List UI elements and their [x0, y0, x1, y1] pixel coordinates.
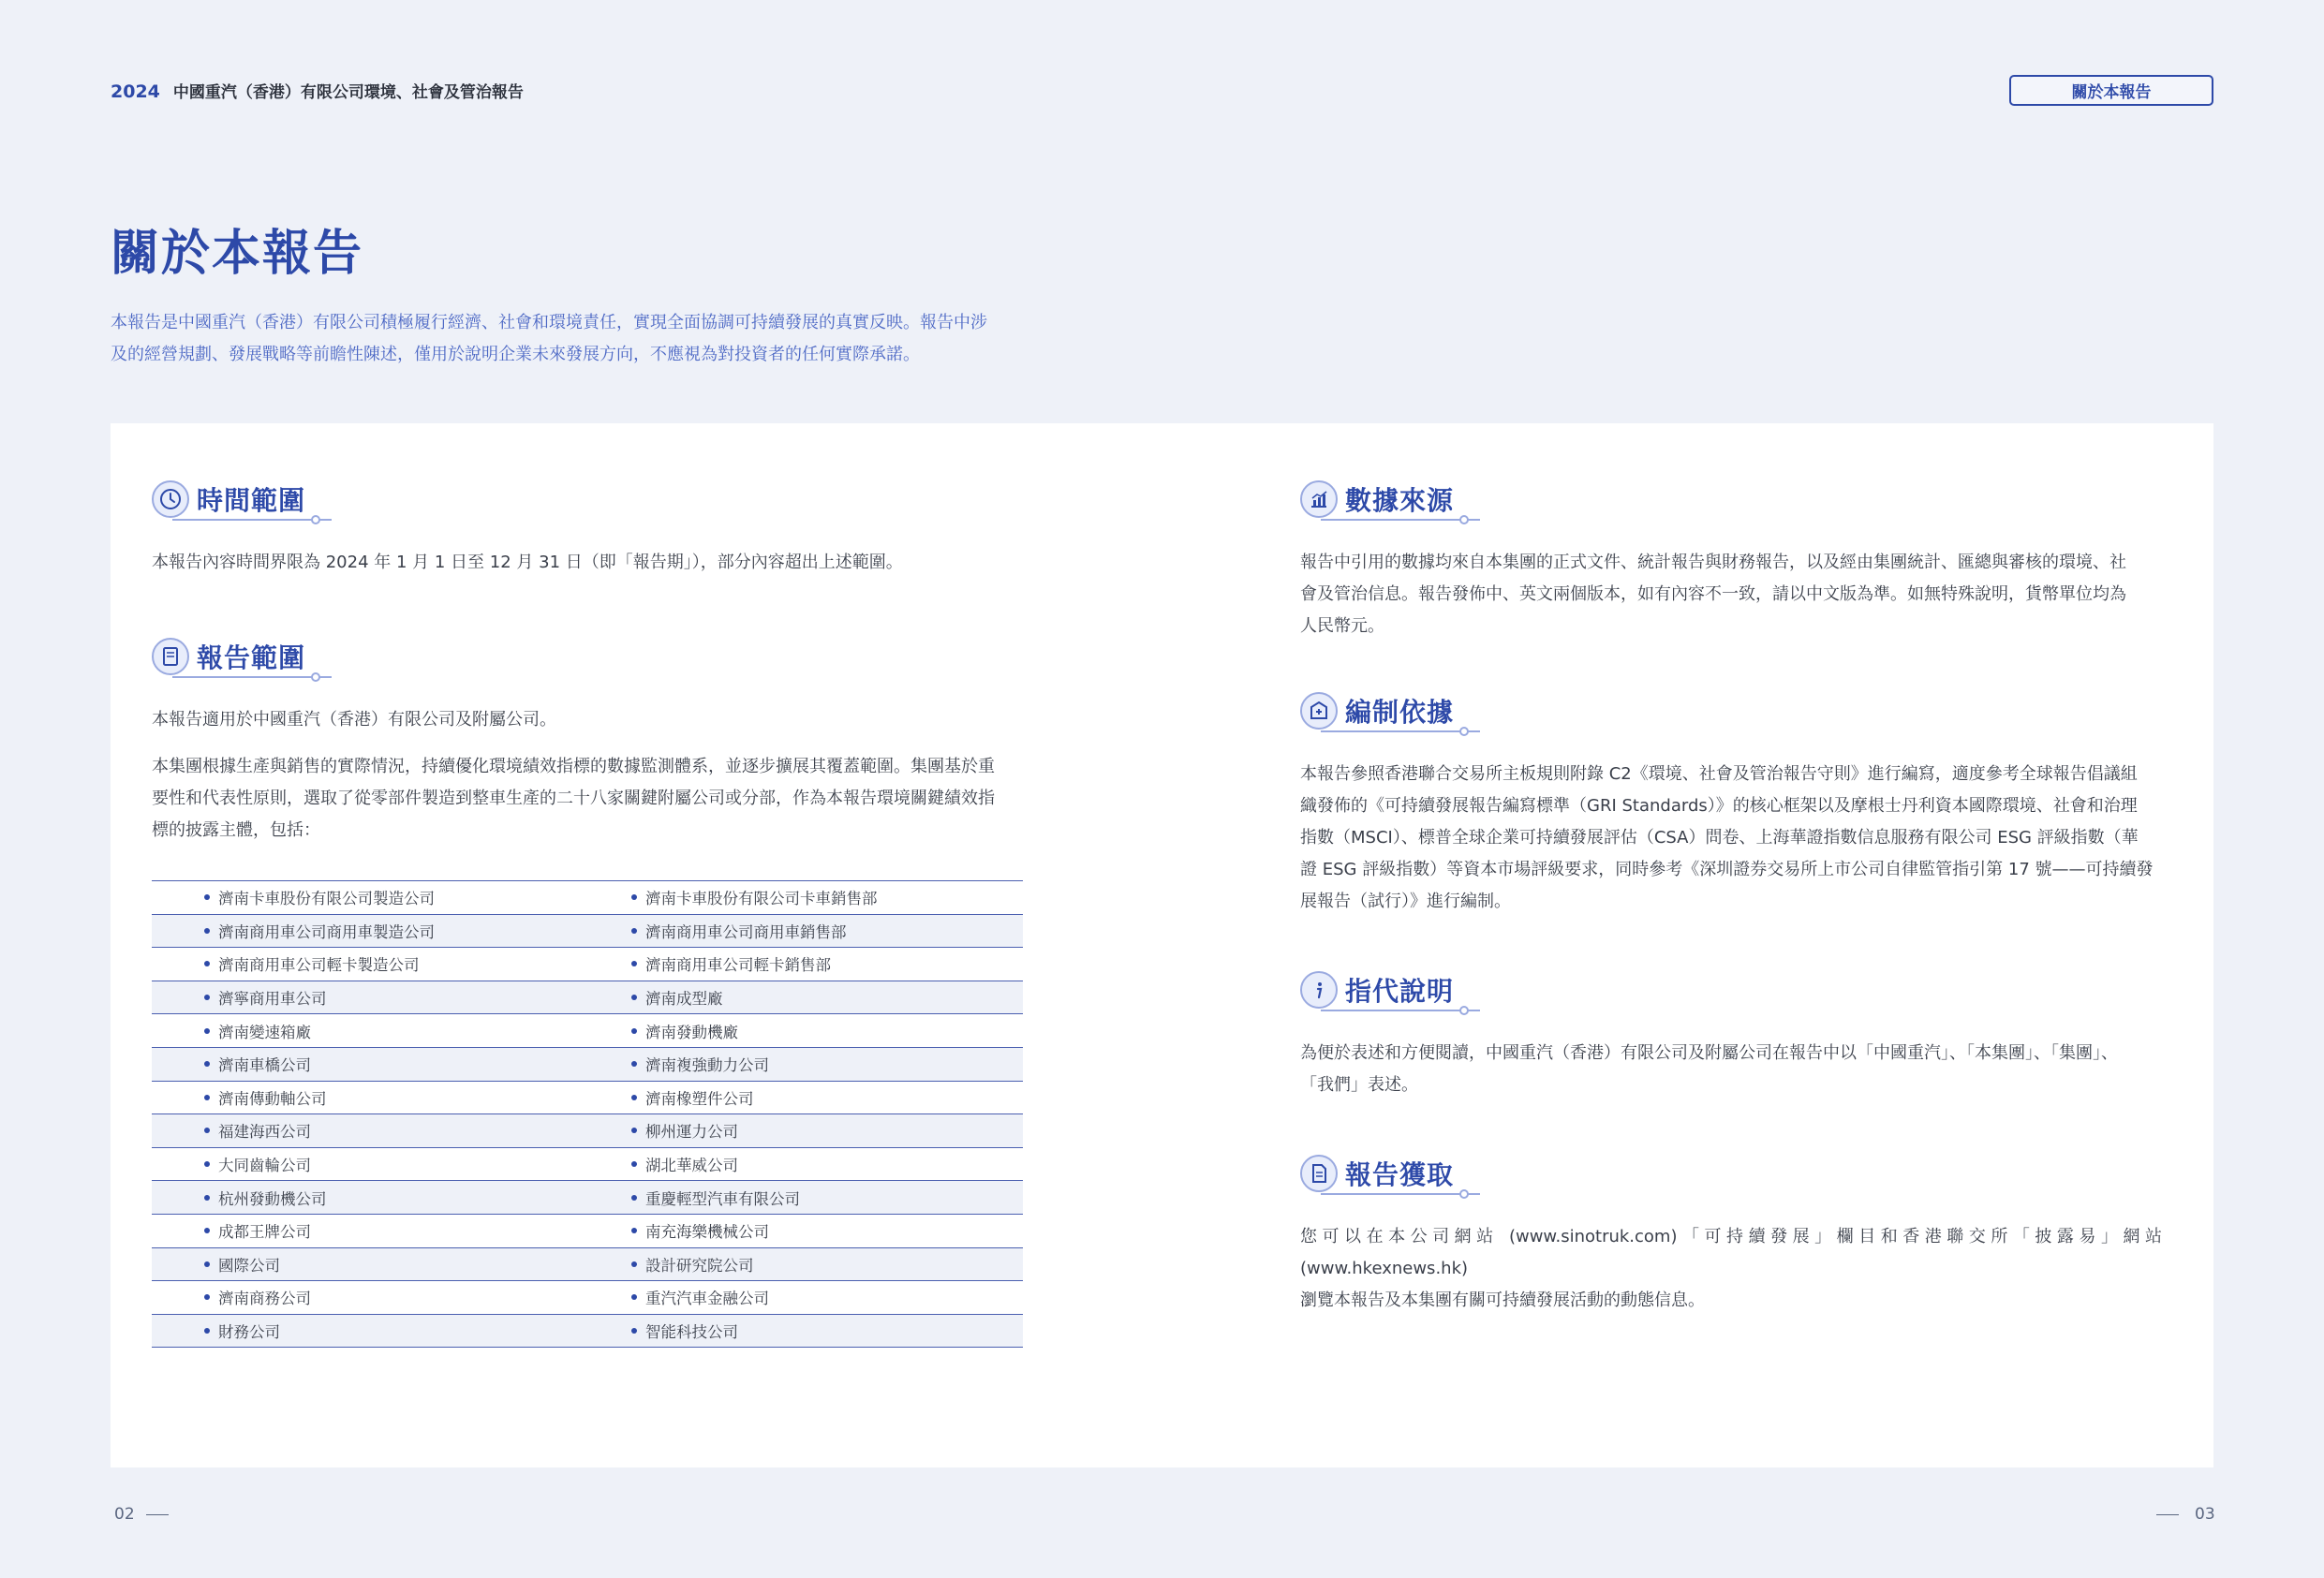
- company-name: 杭州發動機公司: [218, 1189, 327, 1208]
- table-cell: [152, 1153, 596, 1175]
- table-row: [152, 1315, 1023, 1349]
- heading-underline: [1321, 1193, 1480, 1195]
- table-cell: [596, 920, 1023, 942]
- table-cell: [596, 952, 1023, 975]
- table-row: [152, 1114, 1023, 1148]
- bullet-icon: [204, 1261, 210, 1267]
- bullet-icon: [631, 1061, 637, 1067]
- intro-line: 及的經營規劃、發展戰略等前瞻性陳述，僅用於說明企業未來發展方向，不應視為對投資者的任何實際承諾。: [111, 345, 920, 364]
- table-cell: [596, 1219, 1023, 1242]
- reference-text: [1300, 1038, 2162, 1101]
- heading-underline: [172, 676, 332, 678]
- section-title: 編制依據: [1345, 697, 1455, 728]
- report-header: [111, 79, 524, 102]
- section-title: 指代說明: [1345, 976, 1455, 1007]
- heading-dot: [1459, 1189, 1469, 1199]
- table-cell: [596, 1119, 1023, 1142]
- company-name: 柳州運力公司: [645, 1123, 738, 1142]
- report-title: 中國重汽（香港）有限公司環境、社會及管治報告: [172, 83, 524, 102]
- clock-icon: [152, 480, 189, 518]
- table-cell: [152, 1286, 596, 1308]
- heading-underline: [1321, 730, 1480, 732]
- text-line: 為便於表述和方便閱讀，中國重汽（香港）有限公司及附屬公司在報告中以「中國重汽」、「本集團」、「集團」、: [1300, 1043, 2118, 1063]
- table-cell: [152, 986, 596, 1009]
- text-line: 指數（MSCI）、標普全球企業可持續發展評估（CSA）問卷、上海華證指數信息服務有限公司 ESG 評級指數（華: [1300, 828, 2139, 848]
- bullet-icon: [631, 1095, 637, 1100]
- intro-paragraph: [111, 307, 1047, 371]
- bullet-icon: [631, 1228, 637, 1233]
- company-name: 湖北華威公司: [645, 1157, 738, 1175]
- table-cell: [596, 1286, 1023, 1308]
- bullet-icon: [631, 1128, 637, 1133]
- bullet-icon: [204, 995, 210, 1000]
- text-line: 證 ESG 評級指數）等資本市場評級要求，同時參考《深圳證券交易所上市公司自律監管指引第 17 號——可持續發: [1300, 860, 2154, 879]
- bullet-icon: [204, 894, 210, 900]
- bullet-icon: [204, 1128, 210, 1133]
- table-row: [152, 1148, 1023, 1182]
- company-name: 智能科技公司: [645, 1323, 738, 1342]
- table-cell: [596, 1053, 1023, 1075]
- text-line: 報告中引用的數據均來自本集團的正式文件、統計報告與財務報告，以及經由集團統計、匯總與審核的環境、社: [1300, 553, 2126, 572]
- bullet-icon: [631, 995, 637, 1000]
- section-heading-time-scope: [152, 476, 1023, 523]
- table-cell: [596, 1320, 1023, 1342]
- company-table: [152, 880, 1023, 1348]
- right-column: [1300, 476, 2162, 1317]
- footer-rule: [2156, 1514, 2179, 1515]
- page-number-right: 03: [2195, 1505, 2215, 1524]
- text-line: 「我們」表述。: [1300, 1075, 1418, 1095]
- section-heading-report-scope: [152, 633, 1023, 680]
- table-row: [152, 1048, 1023, 1082]
- table-cell: [596, 1086, 1023, 1109]
- bullet-icon: [631, 1294, 637, 1300]
- company-name: 福建海西公司: [218, 1123, 311, 1142]
- table-row: [152, 1281, 1023, 1315]
- access-text: [1300, 1221, 2162, 1317]
- company-name: 濟南商用車公司輕卡製造公司: [218, 956, 420, 975]
- section-heading-access: [1300, 1150, 2162, 1197]
- bullet-icon: [204, 1161, 210, 1167]
- table-row: [152, 1248, 1023, 1282]
- left-column: [152, 476, 1023, 1348]
- table-cell: [596, 1187, 1023, 1209]
- text-line: 本報告參照香港聯合交易所主板規則附錄 C2《環境、社會及管治報告守則》進行編寫，適度參考全球報告倡議組: [1300, 764, 2138, 784]
- company-name: 財務公司: [218, 1323, 280, 1342]
- table-cell: [596, 1153, 1023, 1175]
- table-row: [152, 1215, 1023, 1248]
- section-badge[interactable]: 關於本報告: [2009, 75, 2213, 106]
- bullet-icon: [204, 1095, 210, 1100]
- report-scope-text: 本報告適用於中國重汽（香港）有限公司及附屬公司。: [152, 710, 556, 730]
- company-name: 濟南成型廠: [645, 990, 723, 1009]
- table-cell: [152, 1253, 596, 1276]
- bullet-icon: [204, 928, 210, 934]
- heading-dot: [311, 672, 320, 682]
- table-cell: [152, 1020, 596, 1042]
- section-title: 報告範圍: [197, 642, 306, 673]
- heading-underline: [1321, 519, 1480, 521]
- text-line: 會及管治信息。報告發佈中、英文兩個版本，如有內容不一致，請以中文版為準。如無特殊說明，貨幣單位均為: [1300, 584, 2126, 604]
- data-source-text: [1300, 547, 2162, 642]
- text-line: 展報告（試行）》進行編制。: [1300, 892, 1511, 911]
- section-title: 數據來源: [1345, 485, 1455, 516]
- company-name: 重汽汽車金融公司: [645, 1290, 769, 1308]
- table-cell: [596, 986, 1023, 1009]
- table-cell: [152, 952, 596, 975]
- detail-line: 要性和代表性原則，選取了從零部件製造到整車生產的二十八家關鍵附屬公司或分部，作為本報告環境關鍵績效指: [152, 789, 995, 808]
- table-cell: [596, 1020, 1023, 1042]
- table-row: [152, 1014, 1023, 1048]
- company-name: 設計研究院公司: [645, 1256, 754, 1275]
- table-row: [152, 881, 1023, 915]
- basis-text: [1300, 759, 2162, 918]
- table-cell: [152, 1219, 596, 1242]
- info-icon: [1300, 971, 1338, 1009]
- table-cell: [152, 1320, 596, 1342]
- company-name: 國際公司: [218, 1256, 280, 1275]
- table-row: [152, 1082, 1023, 1115]
- company-name: 濟南商用車公司輕卡銷售部: [645, 956, 831, 975]
- text-line: 織發佈的《可持續發展報告編寫標準（GRI Standards）》的核心框架以及摩根士丹利資本國際環境、社會和治理: [1300, 796, 2138, 816]
- page-number-left: 02: [114, 1505, 135, 1524]
- bullet-icon: [204, 1061, 210, 1067]
- table-cell: [152, 1119, 596, 1142]
- table-cell: [152, 1187, 596, 1209]
- table-cell: [152, 1053, 596, 1075]
- company-name: 成都王牌公司: [218, 1223, 311, 1242]
- file-icon: [1300, 1155, 1338, 1192]
- table-cell: [152, 1086, 596, 1109]
- section-title: 時間範圍: [197, 485, 306, 516]
- bullet-icon: [204, 1294, 210, 1300]
- heading-dot: [1459, 515, 1469, 524]
- company-name: 大同齒輪公司: [218, 1157, 311, 1175]
- table-cell: [152, 920, 596, 942]
- bullet-icon: [204, 961, 210, 966]
- bullet-icon: [631, 894, 637, 900]
- bullet-icon: [631, 1161, 637, 1167]
- bullet-icon: [204, 1328, 210, 1334]
- text-line: 人民幣元。: [1300, 616, 1384, 636]
- detail-line: 標的披露主體，包括：: [152, 820, 320, 840]
- company-name: 濟南商務公司: [218, 1290, 311, 1308]
- company-name: 濟南卡車股份有限公司卡車銷售部: [645, 890, 878, 908]
- bullet-icon: [204, 1195, 210, 1201]
- detail-line: 本集團根據生產與銷售的實際情況，持續優化環境績效指標的數據監測體系，並逐步擴展其覆蓋範圍。集團基於重: [152, 757, 995, 776]
- text-line: 瀏覽本報告及本集團有關可持續發展活動的動態信息。: [1300, 1290, 1705, 1310]
- bullet-icon: [204, 1228, 210, 1233]
- bullet-icon: [631, 1028, 637, 1034]
- table-row: [152, 948, 1023, 981]
- bullet-icon: [631, 1195, 637, 1201]
- table-cell: [596, 886, 1023, 908]
- table-row: [152, 915, 1023, 949]
- company-name: 濟寧商用車公司: [218, 990, 327, 1009]
- heading-dot: [1459, 1006, 1469, 1015]
- book-icon: [152, 638, 189, 675]
- intro-line: 本報告是中國重汽（香港）有限公司積極履行經濟、社會和環境責任，實現全面協調可持續發展的真實反映。報告中涉: [111, 313, 987, 332]
- heading-dot: [311, 515, 320, 524]
- bullet-icon: [204, 1028, 210, 1034]
- text-line: 您可以在本公司網站 (www.sinotruk.com)「可持續發展」欄目和香港聯交所「披露易」網站 (www.hkexnews.hk): [1300, 1227, 2162, 1278]
- chart-icon: [1300, 480, 1338, 518]
- company-name: 濟南傳動軸公司: [218, 1089, 327, 1108]
- company-name: 濟南發動機廠: [645, 1023, 738, 1041]
- document-icon: [1300, 692, 1338, 730]
- heading-underline: [172, 519, 332, 521]
- company-name: 濟南卡車股份有限公司製造公司: [218, 890, 435, 908]
- section-heading-reference: [1300, 966, 2162, 1013]
- company-name: 濟南商用車公司商用車製造公司: [218, 922, 435, 941]
- footer-rule: [146, 1514, 169, 1515]
- heading-underline: [1321, 1010, 1480, 1011]
- company-name: 南充海樂機械公司: [645, 1223, 769, 1242]
- company-name: 濟南複強動力公司: [645, 1056, 769, 1075]
- bullet-icon: [631, 928, 637, 934]
- table-cell: [596, 1253, 1023, 1276]
- report-year: 2024: [111, 81, 160, 102]
- heading-dot: [1459, 727, 1469, 736]
- company-name: 濟南變速箱廠: [218, 1023, 311, 1041]
- bullet-icon: [631, 961, 637, 966]
- section-heading-basis: [1300, 687, 2162, 734]
- company-name: 重慶輕型汽車有限公司: [645, 1189, 800, 1208]
- table-row: [152, 1181, 1023, 1215]
- bullet-icon: [631, 1328, 637, 1334]
- company-name: 濟南橡塑件公司: [645, 1089, 754, 1108]
- section-heading-data-source: [1300, 476, 2162, 523]
- company-name: 濟南商用車公司商用車銷售部: [645, 922, 847, 941]
- page-title: 關於本報告: [111, 226, 364, 282]
- time-scope-text: 本報告內容時間界限為 2024 年 1 月 1 日至 12 月 31 日（即「報告期」），部分內容超出上述範圍。: [152, 553, 903, 572]
- bullet-icon: [631, 1261, 637, 1267]
- report-scope-detail: [152, 751, 1023, 847]
- table-cell: [152, 886, 596, 908]
- company-name: 濟南車橋公司: [218, 1056, 311, 1075]
- section-title: 報告獲取: [1345, 1159, 1455, 1190]
- table-row: [152, 981, 1023, 1015]
